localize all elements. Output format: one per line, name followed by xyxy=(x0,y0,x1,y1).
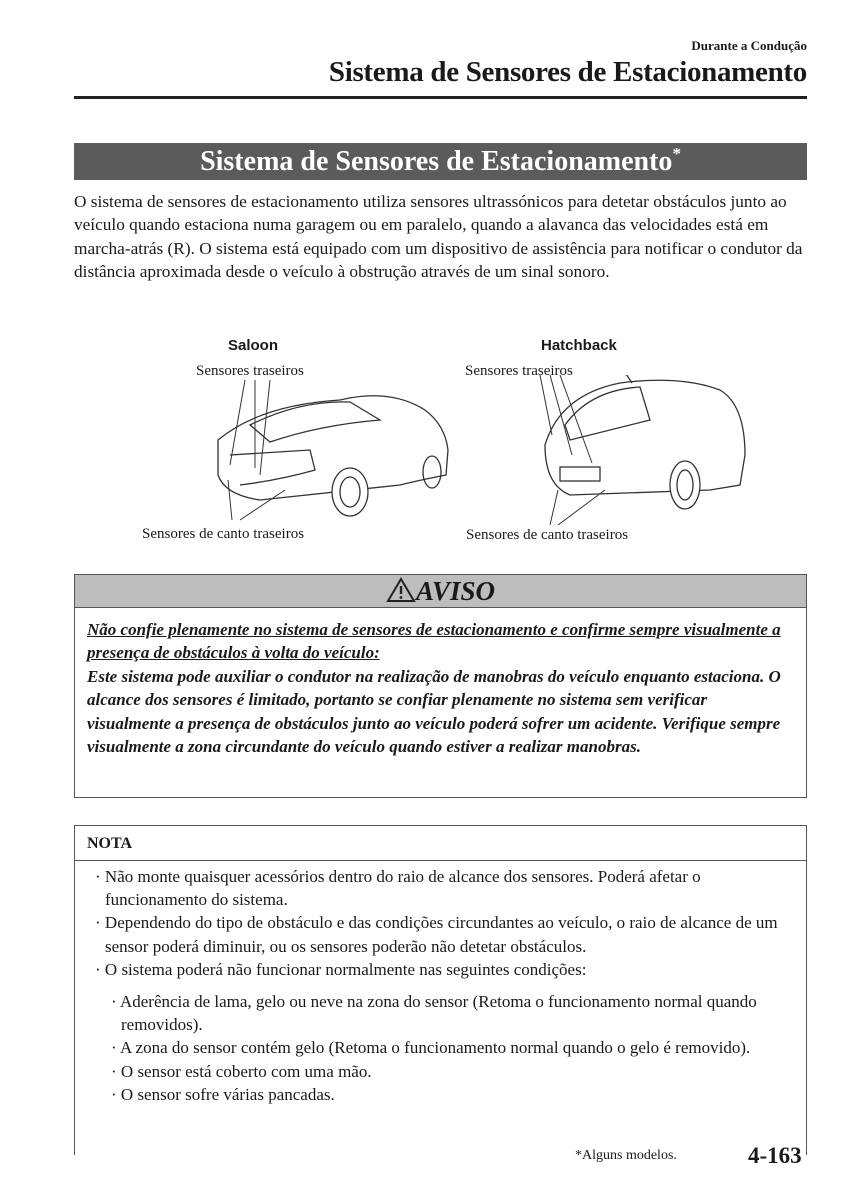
hatchback-rear-sensors-label: Sensores traseiros xyxy=(465,363,573,379)
note-box xyxy=(74,825,807,1155)
footnote: *Alguns modelos. xyxy=(575,1148,677,1163)
note-subitem: · Aderência de lama, gelo ou neve na zona do sensor (Retoma o funcionamento normal quando removidos). xyxy=(111,992,757,1035)
warning-body: Este sistema pode auxiliar o condutor na realização de manobras do veículo enquanto estaciona. O alcance dos sensores é limitado, portanto se confiar plenamente no sistema sem verificar visualmente a presença de obstáculos junto ao veículo poderá sofrer um acidente. Verifique sempre visualmente a zona circundante do veículo quando estiver a realizar manobras. xyxy=(87,666,781,757)
header-rule xyxy=(74,96,807,99)
page-title-text: Sistema de Sensores de Estacionamento xyxy=(200,146,673,177)
note-item: · Dependendo do tipo de obstáculo e das condições circundantes ao veículo, o raio de alcance de um sensor poderá diminuir, ou os sensores poderão não detetar obstáculos. xyxy=(95,913,778,956)
saloon-corner-sensors-label: Sensores de canto traseiros xyxy=(142,526,305,542)
hatchback-car-illustration xyxy=(530,375,760,525)
note-title: NOTA xyxy=(75,826,806,861)
page-title xyxy=(74,143,807,180)
note-subitem: · O sensor está coberto com uma mão. xyxy=(111,1061,372,1081)
warning-headline: Não confie plenamente no sistema de sensores de estacionamento e confirme sempre visualmente a presença de obstáculos à volta do veículo: xyxy=(87,620,781,663)
hatchback-label: Hatchback xyxy=(541,337,617,354)
note-subitem: · A zona do sensor contém gelo (Retoma o funcionamento normal quando o gelo é removido). xyxy=(111,1038,751,1058)
warning-title: AVISO xyxy=(415,576,496,606)
saloon-car-illustration xyxy=(200,380,460,525)
warning-header xyxy=(75,575,806,608)
models-marker: * xyxy=(672,144,681,163)
saloon-rear-sensors-label: Sensores traseiros xyxy=(196,363,304,379)
saloon-label: Saloon xyxy=(228,337,279,354)
section-header: Durante a Condução xyxy=(691,38,807,53)
note-subitem: · O sensor sofre várias pancadas. xyxy=(111,1084,335,1104)
warning-triangle-icon xyxy=(386,577,416,603)
hatchback-corner-sensors-label: Sensores de canto traseiros xyxy=(466,527,629,543)
intro-paragraph: O sistema de sensores de estacionamento utiliza sensores ultrassónicos para detetar obstáculos junto ao veículo quando estaciona numa garagem ou em paralelo, quando a alavanca das velocidades está em marcha-atrás (R). O sistema está equipado com um dispositivo de assistência para notificar o condutor da distância aproximada desde o veículo à obstrução através de um sinal sonoro. xyxy=(74,192,803,282)
note-item: · Não monte quaisquer acessórios dentro do raio de alcance dos sensores. Poderá afetar o funcionamento do sistema. xyxy=(95,867,701,910)
note-item: · O sistema poderá não funcionar normalmente nas seguintes condições: xyxy=(95,959,587,979)
warning-box xyxy=(74,574,807,798)
page-number: 4-163 xyxy=(748,1143,802,1168)
chapter-title: Sistema de Sensores de Estacionamento xyxy=(328,56,807,88)
